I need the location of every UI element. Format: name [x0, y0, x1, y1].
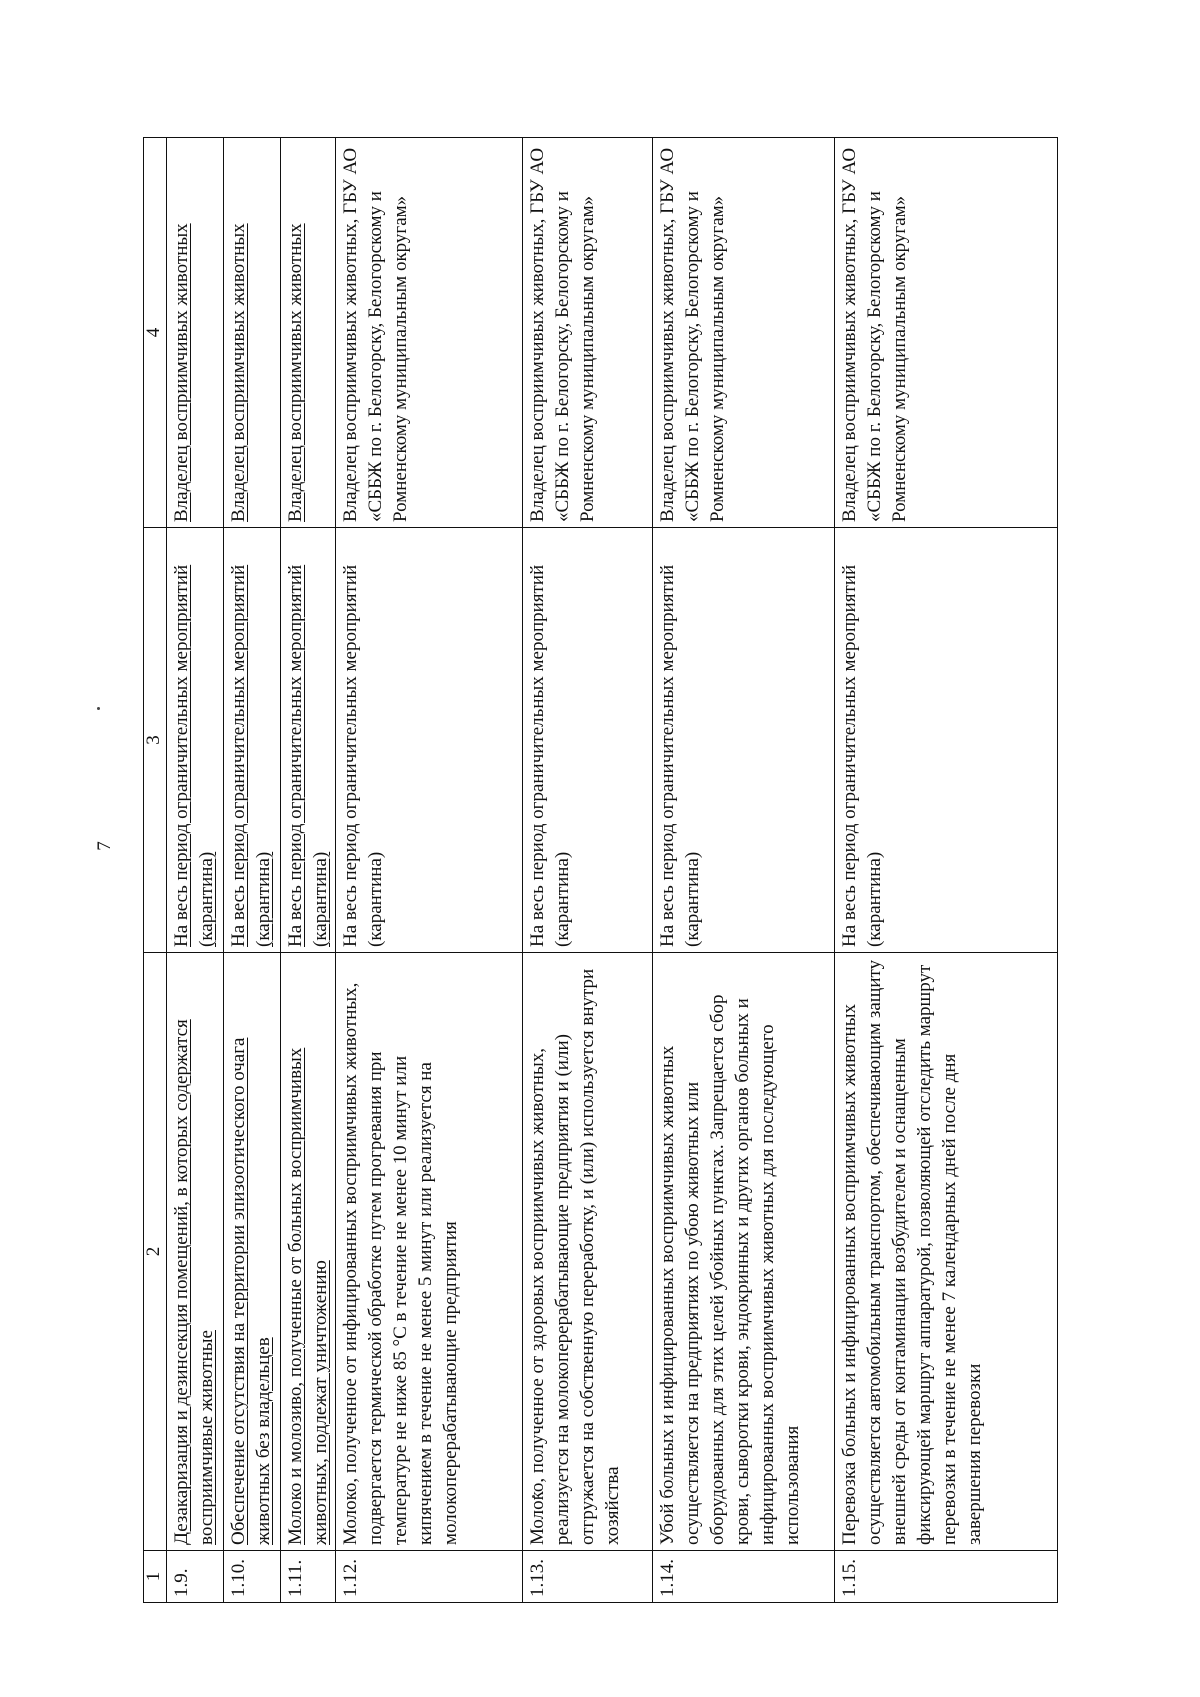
responsible-cell	[167, 138, 224, 528]
measure-cell	[224, 953, 281, 1551]
responsible-text: Владелец восприимчивых животных	[228, 223, 249, 522]
table-row	[523, 138, 653, 1603]
table-row	[336, 138, 523, 1603]
measure-cell	[167, 953, 224, 1551]
measure-cell: Убой больных и инфицированных восприимчивых животных осуществляется на предприятиях по убою животных или оборудованных для этих целей убойных пунктах. Запрещается сбор крови, сыворотки крови, эндокринных и других органов больных и инфицированных восприимчивых животных для последующего использования	[653, 953, 835, 1551]
scan-speck	[97, 707, 100, 710]
measure-text: Молоко и молозиво, полученные от больных восприимчивых животных, подлежат уничтожению	[285, 1047, 331, 1545]
table-row	[835, 138, 1058, 1603]
period-text: На весь период ограничительных мероприятий (карантина)	[171, 564, 217, 947]
responsible-cell: Владелец восприимчивых животных, ГБУ АО «СББЖ по г. Белогорску, Белогорскому и Ромненскому муниципальным округам»	[336, 138, 523, 528]
period-cell	[224, 528, 281, 953]
row-number: 1.10.	[224, 1551, 281, 1603]
row-number: 1.9.	[167, 1551, 224, 1603]
period-cell	[167, 528, 224, 953]
header-col-4: 4	[144, 138, 167, 528]
period-text: На весь период ограничительных мероприятий (карантина)	[285, 564, 331, 947]
table-row	[653, 138, 835, 1603]
period-cell: На весь период ограничительных мероприятий (карантина)	[835, 528, 1058, 953]
row-number: 1.15.	[835, 1551, 1058, 1603]
measure-cell: Перевозка больных и инфицированных восприимчивых животных осуществляется автомобильным транспортом, обеспечивающим защиту внешней среды от контаминации возбудителем и оснащенным фиксирующей маршрут аппаратурой, позволяющей отследить маршрут перевозки в течение не менее 7 календарных дней после дня завершения перевозки	[835, 953, 1058, 1551]
measure-cell	[281, 953, 336, 1551]
table-row	[224, 138, 281, 1603]
responsible-cell: Владелец восприимчивых животных, ГБУ АО «СББЖ по г. Белогорску, Белогорскому и Ромненскому муниципальным округам»	[523, 138, 653, 528]
responsible-text: Владелец восприимчивых животных	[171, 223, 192, 522]
table-row	[167, 138, 224, 1603]
period-cell: На весь период ограничительных мероприятий (карантина)	[523, 528, 653, 953]
header-col-3: 3	[144, 528, 167, 953]
responsible-text: Владелец восприимчивых животных	[285, 223, 306, 522]
row-number: 1.13.	[523, 1551, 653, 1603]
rotated-page-content	[143, 138, 1058, 1603]
page-number: 7	[93, 841, 115, 851]
table-header-row	[144, 138, 167, 1603]
measures-table	[143, 137, 1058, 1603]
header-col-1: 1	[144, 1551, 167, 1603]
period-cell: На весь период ограничительных мероприятий (карантина)	[336, 528, 523, 953]
responsible-cell: Владелец восприимчивых животных, ГБУ АО «СББЖ по г. Белогорску, Белогорскому и Ромненскому муниципальным округам»	[835, 138, 1058, 528]
responsible-cell	[224, 138, 281, 528]
period-cell	[281, 528, 336, 953]
measure-text: Обеспечение отсутствия на территории эпизоотического очага животных без владельцев	[228, 1037, 274, 1545]
responsible-cell: Владелец восприимчивых животных, ГБУ АО «СББЖ по г. Белогорску, Белогорскому и Ромненскому муниципальным округам»	[653, 138, 835, 528]
period-cell: На весь период ограничительных мероприятий (карантина)	[653, 528, 835, 953]
row-number: 1.14.	[653, 1551, 835, 1603]
responsible-cell	[281, 138, 336, 528]
row-number: 1.12.	[336, 1551, 523, 1603]
period-text: На весь период ограничительных мероприятий (карантина)	[228, 564, 274, 947]
measure-cell: Молоко, полученное от инфицированных восприимчивых животных, подвергается термической обработке путем прогревания при температуре не ниже 85 °С в течение не менее 10 минут или кипячением в течение не менее 5 минут или реализуется на молокоперерабатывающие предприятия	[336, 953, 523, 1551]
row-number: 1.11.	[281, 1551, 336, 1603]
table-row	[281, 138, 336, 1603]
measure-cell: Молоко, полученное от здоровых восприимчивых животных, реализуется на молокоперерабатывающие предприятия и (или) отгружается на собственную переработку, и (или) используется внутри хозяйства	[523, 953, 653, 1551]
header-col-2: 2	[144, 953, 167, 1551]
measure-text: Дезакаризация и дезинсекция помещений, в которых содержатся восприимчивые животные	[171, 1019, 217, 1545]
